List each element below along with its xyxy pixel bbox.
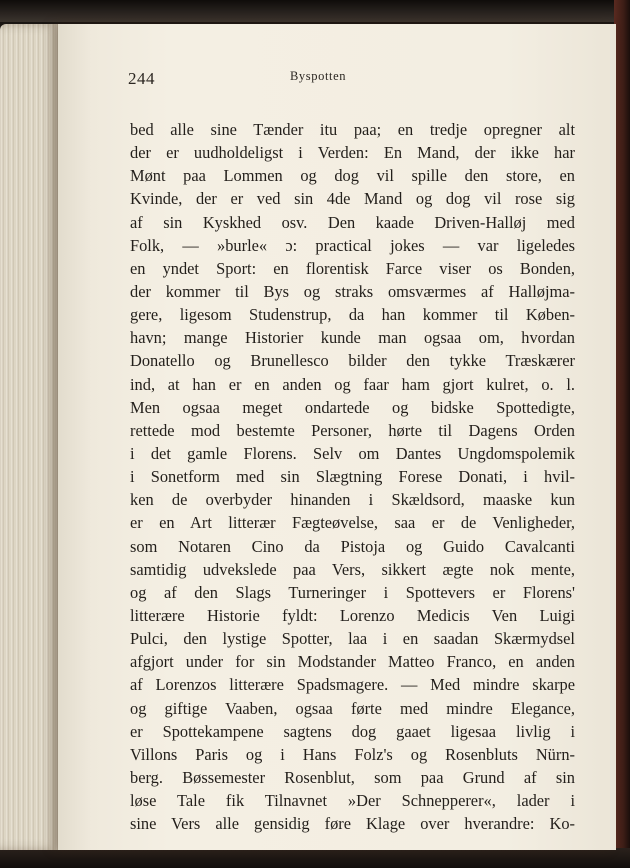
text-line: af Lorenzos litterære Spadsmagere. — Med mindre skarpe <box>130 675 575 695</box>
text-line: Donatello og Brunellesco bilder den tykke Træskærer <box>130 351 575 371</box>
running-head: Byspotten <box>290 69 347 83</box>
text-line: en yndet Sport: en florentisk Farce viser os Bonden, <box>130 258 575 278</box>
text-line: Mønt paa Lommen og dog vil spille den store, en <box>130 166 575 186</box>
page-stack-edges <box>0 24 62 850</box>
text-line: Men ogsaa meget ondartede og bidske Spottedigte, <box>130 397 575 417</box>
book-cover-edge <box>614 0 630 868</box>
book-top-edge <box>0 0 630 22</box>
text-line: og giftige Vaaben, ogsaa førte med mindre Elegance, <box>130 698 575 718</box>
text-line: litterære Historie fyldt: Lorenzo Medicis Ven Luigi <box>130 605 575 625</box>
text-line: ind, at han er en anden og faar ham gjort kulret, o. l. <box>130 374 575 394</box>
text-line: bed alle sine Tænder itu paa; en tredje opregner alt <box>130 120 575 139</box>
text-line: samtidig udvekslede paa Vers, sikkert ægte nok mente, <box>130 559 575 579</box>
text-line: i Sonetform med sin Slægtning Forese Donati, i hvil- <box>130 467 575 487</box>
book-bottom-edge <box>0 848 630 868</box>
text-line: Pulci, den lystige Spotter, laa i en saadan Skærmydsel <box>130 629 575 649</box>
text-line: sine Vers alle gensidig føre Klage over hverandre: Ko- <box>130 814 575 834</box>
text-line: der er uudholdeligst i Verden: En Mand, der ikke har <box>130 143 575 163</box>
text-line: berg. Bøssemester Rosenblut, som paa Grund af sin <box>130 767 575 787</box>
text-line: er Spottekampene sagtens dog gaaet ligesaa livlig i <box>130 721 575 741</box>
text-line: rettede mod bestemte Personer, hørte til Dagens Orden <box>130 420 575 440</box>
text-line: er en Art litterær Fægteøvelse, saa er de Venligheder, <box>130 513 575 533</box>
text-line: af sin Kyskhed osv. Den kaade Driven-Halløj med <box>130 212 575 232</box>
text-line: Villons Paris og i Hans Folz's og Rosenbluts Nürn- <box>130 744 575 764</box>
text-line: som Notaren Cino da Pistoja og Guido Cavalcanti <box>130 536 575 556</box>
text-line: gere, ligesom Studenstrup, da han kommer til Køben- <box>130 305 575 325</box>
page-header <box>128 67 528 91</box>
text-line: havn; mange Historier kunde man ogsaa om, hvordan <box>130 328 575 348</box>
text-line: løse Tale fik Tilnavnet »Der Schnepperer«, lader i <box>130 791 575 811</box>
text-line: ken de overbyder hinanden i Skældsord, maaske kun <box>130 490 575 510</box>
text-line: afgjort under for sin Modstander Matteo Franco, en anden <box>130 652 575 672</box>
text-line: der kommer til Bys og straks omsværmes af Halløjma- <box>130 281 575 301</box>
body-text <box>130 118 575 835</box>
text-line: Folk, — »burle« ɔ: practical jokes — var ligeledes <box>130 235 575 255</box>
text-line: og af den Slags Turneringer i Spottevers er Florens' <box>130 582 575 602</box>
page-number: 244 <box>128 69 155 88</box>
text-line: i det gamle Florens. Selv om Dantes Ungdomspolemik <box>130 443 575 463</box>
text-line: Kvinde, der er ved sin 4de Mand og dog vil rose sig <box>130 189 575 209</box>
